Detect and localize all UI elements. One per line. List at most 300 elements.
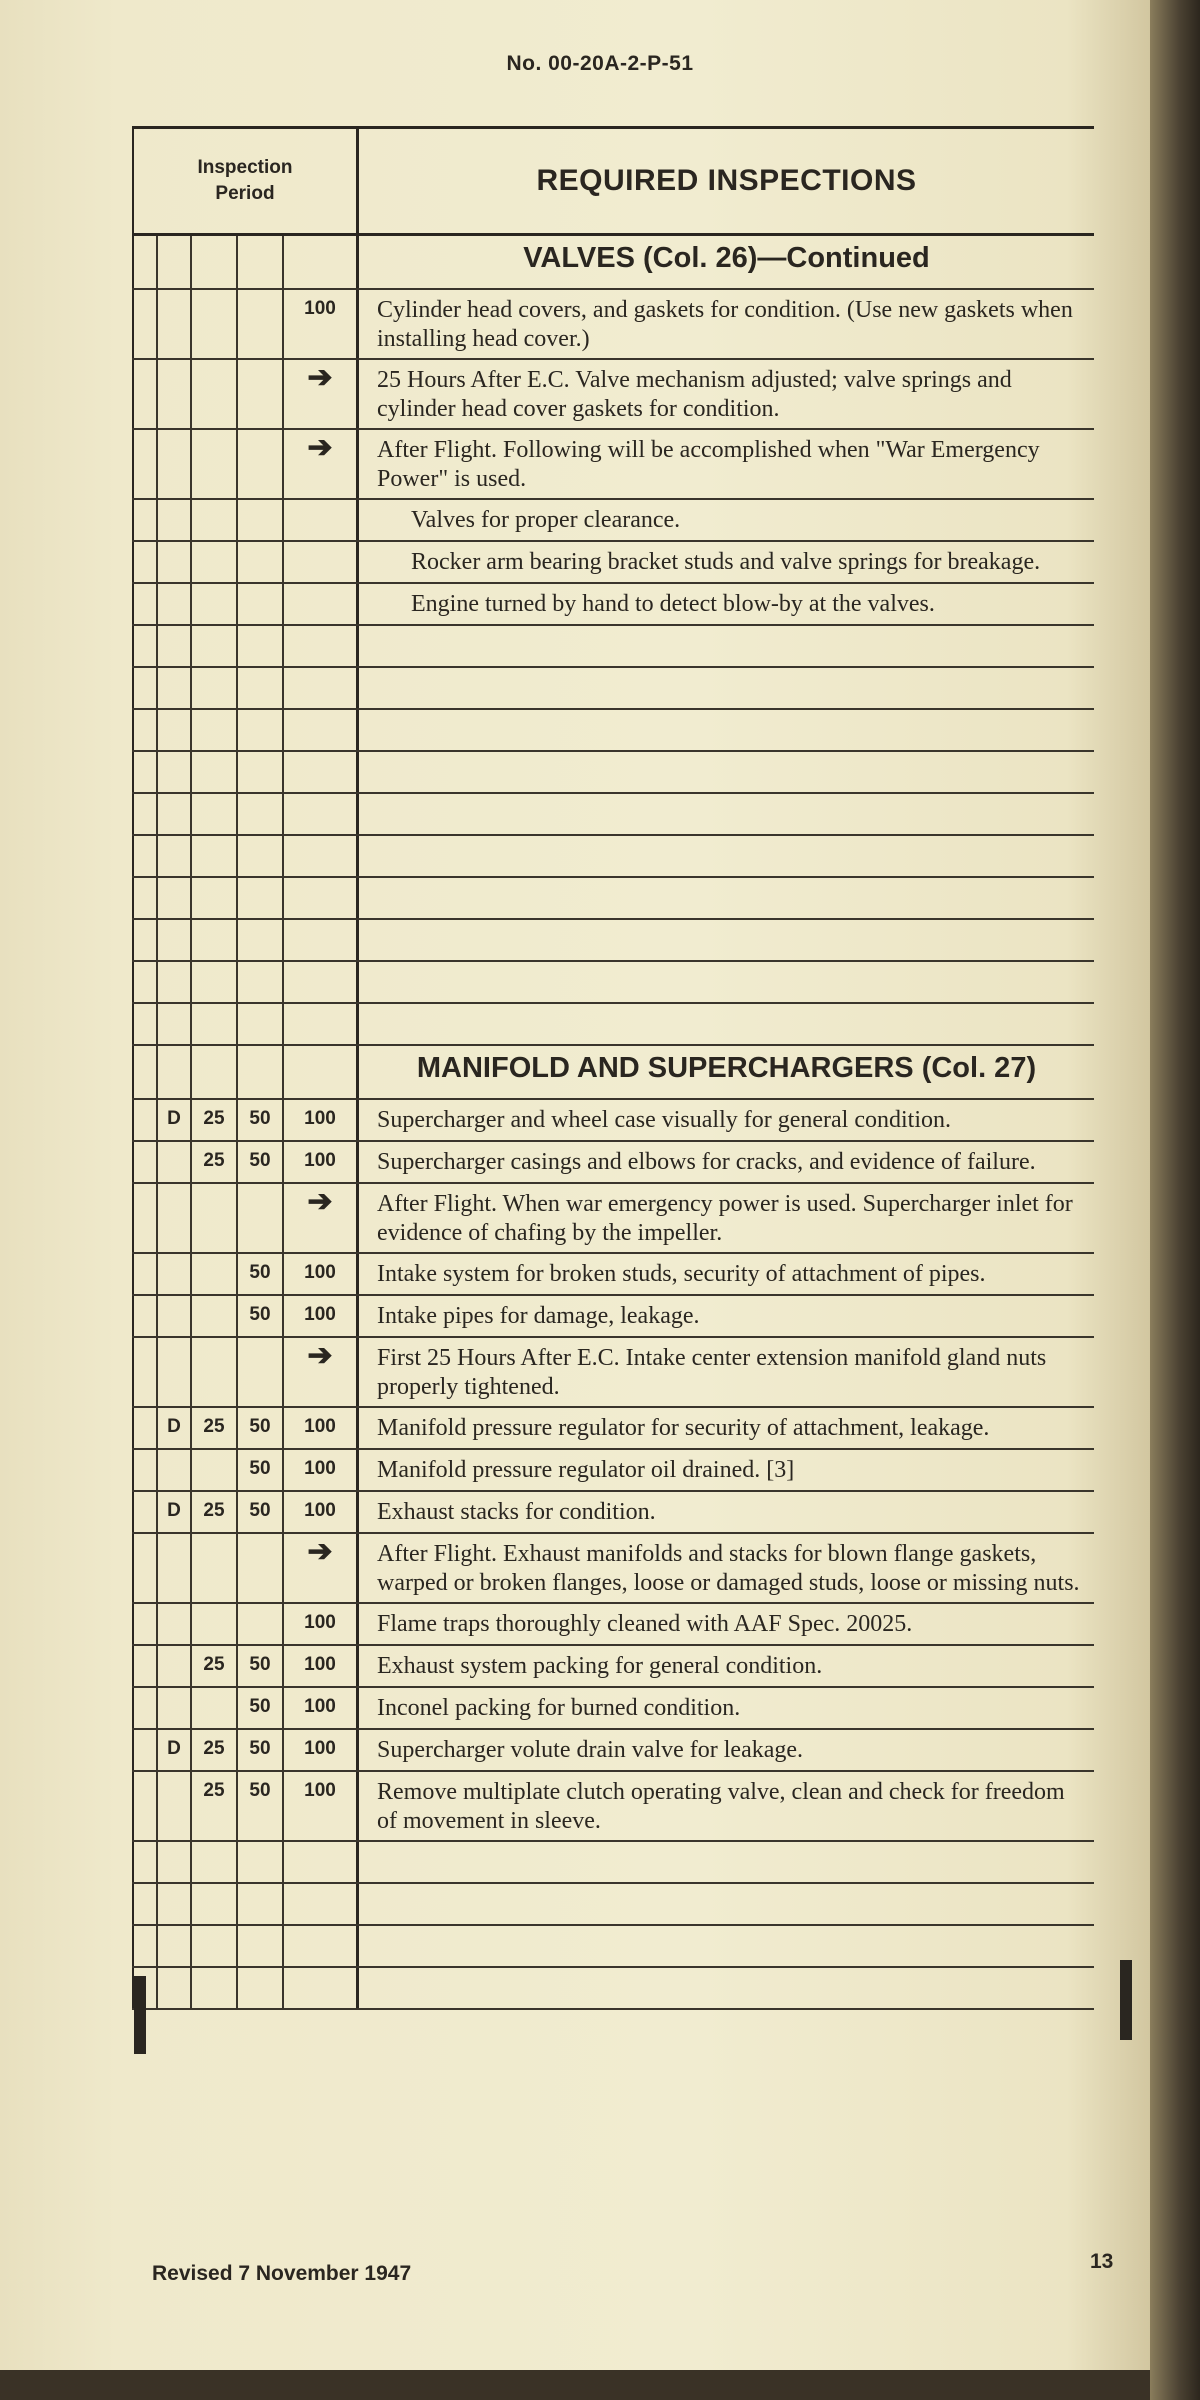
period-100 <box>284 1004 356 1044</box>
period-daily <box>158 430 192 498</box>
inspection-item-text: Valves for proper clearance. <box>411 507 681 533</box>
period-50 <box>238 920 284 960</box>
period-daily <box>158 1046 192 1098</box>
blank-row <box>132 1884 1094 1926</box>
inspection-item-text: Supercharger casings and elbows for cracks, and evidence of failure. <box>377 1149 1036 1175</box>
table-row <box>132 584 1094 626</box>
blank-row <box>132 668 1094 710</box>
period-daily <box>158 1184 192 1252</box>
period-100 <box>284 668 356 708</box>
period-blank <box>134 878 158 918</box>
period-25 <box>192 584 238 624</box>
period-25 <box>192 836 238 876</box>
period-100 <box>284 710 356 750</box>
period-blank <box>134 500 158 540</box>
period-blank <box>134 1046 158 1098</box>
period-25 <box>192 1254 238 1294</box>
blank-row <box>132 836 1094 878</box>
period-50: 50 <box>238 1688 284 1728</box>
blank-line <box>359 1968 1094 2008</box>
period-daily <box>158 1254 192 1294</box>
section-title: VALVES (Col. 26)—Continued <box>523 242 930 274</box>
period-blank <box>134 542 158 582</box>
period-daily <box>158 290 192 358</box>
inspection-item-text: Intake pipes for damage, leakage. <box>377 1303 700 1329</box>
inspection-item-text: After Flight. Exhaust manifolds and stacks for blown flange gaskets, warped or broken flanges, loose or damaged studs, loose or missing nuts. <box>377 1541 1080 1596</box>
period-daily <box>158 1772 192 1840</box>
period-blank <box>134 1772 158 1840</box>
period-daily: D <box>158 1730 192 1770</box>
table-row <box>132 430 1094 500</box>
right-arrow-icon: ➔ <box>307 361 333 394</box>
period-daily <box>158 710 192 750</box>
period-50: 50 <box>238 1772 284 1840</box>
period-blank <box>134 710 158 750</box>
period-25 <box>192 962 238 1002</box>
period-daily: D <box>158 1492 192 1532</box>
period-daily: D <box>158 1100 192 1140</box>
period-columns <box>132 1646 359 1686</box>
period-100: 100 <box>304 1108 336 1129</box>
period-daily <box>158 1926 192 1966</box>
period-blank <box>134 1450 158 1490</box>
inspection-item-text: Rocker arm bearing bracket studs and valve springs for breakage. <box>411 549 1041 575</box>
period-100 <box>284 1884 356 1924</box>
inspection-item-text: Cylinder head covers, and gaskets for condition. (Use new gaskets when installing head cover.) <box>377 297 1073 352</box>
period-25 <box>192 1338 238 1406</box>
table-row <box>132 1772 1094 1842</box>
period-25 <box>192 626 238 666</box>
period-daily <box>158 1968 192 2008</box>
section-title: MANIFOLD AND SUPERCHARGERS (Col. 27) <box>416 1052 1037 1084</box>
blank-line <box>359 962 1094 1002</box>
period-daily <box>158 360 192 428</box>
table-row <box>132 1604 1094 1646</box>
period-100: 100 <box>304 1150 336 1171</box>
period-100 <box>284 962 356 1002</box>
period-columns <box>132 752 359 792</box>
period-daily <box>158 752 192 792</box>
period-25 <box>192 430 238 498</box>
period-blank <box>134 1688 158 1728</box>
period-50 <box>238 626 284 666</box>
inspection-item-text: Remove multiplate clutch operating valve, clean and check for freedom of movement in sleeve. <box>377 1779 1065 1834</box>
margin-marker-right <box>1120 1960 1132 2040</box>
period-blank <box>134 1646 158 1686</box>
table-row <box>132 1184 1094 1254</box>
period-blank <box>134 1730 158 1770</box>
period-50 <box>238 752 284 792</box>
blank-line <box>359 1884 1094 1924</box>
period-daily <box>158 1450 192 1490</box>
period-columns <box>132 1604 359 1644</box>
period-50: 50 <box>238 1492 284 1532</box>
period-100: 100 <box>304 298 336 319</box>
period-50 <box>238 668 284 708</box>
period-columns <box>132 794 359 834</box>
inspection-item-text: Inconel packing for burned condition. <box>377 1695 741 1721</box>
period-daily <box>158 1142 192 1182</box>
period-blank <box>134 1604 158 1644</box>
inspection-item-text: First 25 Hours After E.C. Intake center extension manifold gland nuts properly tightened. <box>377 1345 1047 1400</box>
blank-line <box>359 794 1094 834</box>
period-blank <box>134 668 158 708</box>
inspection-table <box>132 126 1094 2010</box>
inspection-item-text: Manifold pressure regulator for security of attachment, leakage. <box>377 1415 990 1441</box>
period-50 <box>238 1534 284 1602</box>
period-blank <box>134 1534 158 1602</box>
period-50 <box>238 878 284 918</box>
period-50: 50 <box>238 1296 284 1336</box>
blank-line <box>359 626 1094 666</box>
blank-row <box>132 1968 1094 2010</box>
period-25 <box>192 794 238 834</box>
period-50 <box>238 962 284 1002</box>
table-row <box>132 290 1094 360</box>
table-row <box>132 1492 1094 1534</box>
period-50: 50 <box>238 1408 284 1448</box>
period-100 <box>284 1046 356 1098</box>
inspection-period-header <box>132 129 359 233</box>
blank-row <box>132 1926 1094 1968</box>
period-25: 25 <box>192 1100 238 1140</box>
period-25: 25 <box>192 1772 238 1840</box>
period-100 <box>284 878 356 918</box>
revision-date: Revised 7 November 1947 <box>152 2262 412 2285</box>
period-columns <box>132 360 359 428</box>
period-100: 100 <box>304 1416 336 1437</box>
period-50 <box>238 542 284 582</box>
period-blank <box>134 430 158 498</box>
period-daily <box>158 878 192 918</box>
required-inspections-title: REQUIRED INSPECTIONS <box>536 164 917 197</box>
blank-line <box>359 668 1094 708</box>
period-columns <box>132 1884 359 1924</box>
period-daily <box>158 500 192 540</box>
period-25 <box>192 542 238 582</box>
period-100 <box>284 626 356 666</box>
period-columns <box>132 290 359 358</box>
period-daily <box>158 1004 192 1044</box>
period-blank <box>134 1338 158 1406</box>
period-blank <box>134 1842 158 1882</box>
blank-line <box>359 878 1094 918</box>
period-50 <box>238 794 284 834</box>
period-columns <box>132 1730 359 1770</box>
period-50 <box>238 360 284 428</box>
period-25 <box>192 1688 238 1728</box>
period-25 <box>192 290 238 358</box>
table-row <box>132 542 1094 584</box>
period-blank <box>134 1184 158 1252</box>
period-25 <box>192 1884 238 1924</box>
period-columns <box>132 1184 359 1252</box>
period-daily <box>158 1646 192 1686</box>
period-25 <box>192 1534 238 1602</box>
period-100 <box>284 1926 356 1966</box>
period-columns <box>132 836 359 876</box>
period-100: 100 <box>304 1500 336 1521</box>
table-row <box>132 1534 1094 1604</box>
period-blank <box>134 290 158 358</box>
period-50 <box>238 500 284 540</box>
period-100 <box>284 794 356 834</box>
period-100: 100 <box>304 1654 336 1675</box>
period-25 <box>192 1296 238 1336</box>
period-25 <box>192 1926 238 1966</box>
period-blank <box>134 1100 158 1140</box>
period-100: 100 <box>304 1458 336 1479</box>
period-columns <box>132 878 359 918</box>
period-50: 50 <box>238 1142 284 1182</box>
period-100 <box>284 584 356 624</box>
period-columns <box>132 710 359 750</box>
period-daily <box>158 1604 192 1644</box>
period-50 <box>238 836 284 876</box>
period-columns <box>132 236 359 288</box>
period-columns <box>132 1100 359 1140</box>
page-number: 13 <box>1090 2250 1114 2273</box>
period-columns <box>132 430 359 498</box>
blank-line <box>359 752 1094 792</box>
period-daily <box>158 1534 192 1602</box>
period-blank <box>134 1926 158 1966</box>
period-blank <box>134 962 158 1002</box>
inspection-item-text: Exhaust system packing for general condition. <box>377 1653 823 1679</box>
period-25: 25 <box>192 1730 238 1770</box>
period-25 <box>192 1604 238 1644</box>
period-blank <box>134 920 158 960</box>
period-blank <box>134 1492 158 1532</box>
period-columns <box>132 626 359 666</box>
period-columns <box>132 1688 359 1728</box>
section-header-row <box>132 236 1094 290</box>
period-daily <box>158 1688 192 1728</box>
period-25 <box>192 878 238 918</box>
period-25 <box>192 500 238 540</box>
period-columns <box>132 1408 359 1448</box>
period-daily <box>158 542 192 582</box>
period-100: 100 <box>304 1612 336 1633</box>
period-50 <box>238 1968 284 2008</box>
blank-row <box>132 794 1094 836</box>
blank-row <box>132 710 1094 752</box>
period-25 <box>192 920 238 960</box>
period-columns <box>132 1338 359 1406</box>
blank-row <box>132 1004 1094 1046</box>
table-row <box>132 1254 1094 1296</box>
blank-line <box>359 1926 1094 1966</box>
period-columns <box>132 1968 359 2008</box>
period-label-2: Period <box>215 183 275 204</box>
period-columns <box>132 1254 359 1294</box>
period-columns <box>132 1296 359 1336</box>
period-50: 50 <box>238 1450 284 1490</box>
period-columns <box>132 1004 359 1044</box>
period-daily <box>158 584 192 624</box>
period-50 <box>238 1004 284 1044</box>
period-columns <box>132 1142 359 1182</box>
period-100 <box>284 236 356 288</box>
table-row <box>132 1730 1094 1772</box>
period-daily <box>158 236 192 288</box>
margin-marker-left <box>134 1976 146 2054</box>
period-50 <box>238 584 284 624</box>
blank-line <box>359 1842 1094 1882</box>
blank-line <box>359 920 1094 960</box>
inspection-item-text: Engine turned by hand to detect blow-by at the valves. <box>411 591 935 617</box>
period-100 <box>284 920 356 960</box>
period-daily <box>158 1296 192 1336</box>
table-row <box>132 1408 1094 1450</box>
table-row <box>132 360 1094 430</box>
period-columns <box>132 1926 359 1966</box>
period-50: 50 <box>238 1730 284 1770</box>
period-100 <box>284 836 356 876</box>
period-label-1: Inspection <box>197 157 293 178</box>
period-daily <box>158 794 192 834</box>
period-50 <box>238 1604 284 1644</box>
period-50 <box>238 430 284 498</box>
period-blank <box>134 794 158 834</box>
period-daily <box>158 1842 192 1882</box>
right-arrow-icon: ➔ <box>307 1339 333 1372</box>
table-row <box>132 1688 1094 1730</box>
period-50 <box>238 710 284 750</box>
period-daily: D <box>158 1408 192 1448</box>
period-25 <box>192 1968 238 2008</box>
period-25 <box>192 1842 238 1882</box>
period-50: 50 <box>238 1100 284 1140</box>
period-50 <box>238 1338 284 1406</box>
book-spine <box>1150 0 1200 2400</box>
inspection-item-text: Supercharger and wheel case visually for general condition. <box>377 1107 952 1133</box>
period-blank <box>134 752 158 792</box>
period-100 <box>284 542 356 582</box>
blank-row <box>132 878 1094 920</box>
blank-row <box>132 626 1094 668</box>
period-daily <box>158 668 192 708</box>
table-row <box>132 1646 1094 1688</box>
inspection-item-text: After Flight. Following will be accomplished when "War Emergency Power" is used. <box>377 437 1040 492</box>
blank-row <box>132 962 1094 1004</box>
period-columns <box>132 500 359 540</box>
period-columns <box>132 1772 359 1840</box>
period-100: 100 <box>304 1738 336 1759</box>
period-100 <box>284 500 356 540</box>
period-columns <box>132 584 359 624</box>
table-header <box>132 126 1094 236</box>
period-blank <box>134 1408 158 1448</box>
inspection-item-text: Supercharger volute drain valve for leakage. <box>377 1737 804 1763</box>
table-row <box>132 1142 1094 1184</box>
period-100 <box>284 1842 356 1882</box>
period-50 <box>238 236 284 288</box>
period-50: 50 <box>238 1646 284 1686</box>
document-number: No. 00-20A-2-P-51 <box>506 52 694 75</box>
right-arrow-icon: ➔ <box>307 431 333 464</box>
period-100: 100 <box>304 1780 336 1801</box>
inspection-item-text: Intake system for broken studs, security of attachment of pipes. <box>377 1261 986 1287</box>
inspection-item-text: Flame traps thoroughly cleaned with AAF Spec. 20025. <box>377 1611 913 1637</box>
period-columns <box>132 920 359 960</box>
period-100: 100 <box>304 1262 336 1283</box>
inspection-item-text: After Flight. When war emergency power is used. Supercharger inlet for evidence of chafing by the impeller. <box>377 1191 1073 1246</box>
inspection-item-text: 25 Hours After E.C. Valve mechanism adjusted; valve springs and cylinder head cover gaskets for condition. <box>377 367 1012 422</box>
period-columns <box>132 1046 359 1098</box>
period-50 <box>238 1184 284 1252</box>
table-row <box>132 500 1094 542</box>
right-arrow-icon: ➔ <box>307 1535 333 1568</box>
right-arrow-icon: ➔ <box>307 1185 333 1218</box>
period-blank <box>134 1884 158 1924</box>
period-daily <box>158 920 192 960</box>
blank-row <box>132 920 1094 962</box>
period-25 <box>192 1046 238 1098</box>
period-columns <box>132 1450 359 1490</box>
period-50 <box>238 1046 284 1098</box>
period-25: 25 <box>192 1492 238 1532</box>
period-50: 50 <box>238 1254 284 1294</box>
period-50 <box>238 1884 284 1924</box>
period-columns <box>132 1534 359 1602</box>
blank-line <box>359 1004 1094 1044</box>
period-50 <box>238 1842 284 1882</box>
period-100: 100 <box>304 1304 336 1325</box>
period-blank <box>134 626 158 666</box>
period-25 <box>192 1450 238 1490</box>
inspection-item-text: Manifold pressure regulator oil drained. [3] <box>377 1457 795 1483</box>
period-columns <box>132 668 359 708</box>
period-columns <box>132 1842 359 1882</box>
period-25 <box>192 710 238 750</box>
section-header-row <box>132 1046 1094 1100</box>
period-25 <box>192 752 238 792</box>
period-blank <box>134 584 158 624</box>
period-daily <box>158 962 192 1002</box>
period-100: 100 <box>304 1696 336 1717</box>
blank-row <box>132 752 1094 794</box>
blank-line <box>359 836 1094 876</box>
blank-row <box>132 1842 1094 1884</box>
table-row <box>132 1338 1094 1408</box>
period-blank <box>134 236 158 288</box>
period-25 <box>192 1004 238 1044</box>
period-25: 25 <box>192 1142 238 1182</box>
period-daily <box>158 1884 192 1924</box>
inspection-item-text: Exhaust stacks for condition. <box>377 1499 656 1525</box>
period-blank <box>134 1296 158 1336</box>
period-daily <box>158 626 192 666</box>
period-blank <box>134 836 158 876</box>
period-daily <box>158 1338 192 1406</box>
blank-line <box>359 710 1094 750</box>
period-columns <box>132 1492 359 1532</box>
period-blank <box>134 1004 158 1044</box>
table-row <box>132 1296 1094 1338</box>
period-daily <box>158 836 192 876</box>
table-body <box>132 236 1094 2010</box>
period-blank <box>134 1254 158 1294</box>
period-50 <box>238 290 284 358</box>
period-100 <box>284 1968 356 2008</box>
period-25 <box>192 668 238 708</box>
period-blank <box>134 1142 158 1182</box>
period-blank <box>134 360 158 428</box>
period-100 <box>284 752 356 792</box>
period-25 <box>192 360 238 428</box>
period-columns <box>132 962 359 1002</box>
